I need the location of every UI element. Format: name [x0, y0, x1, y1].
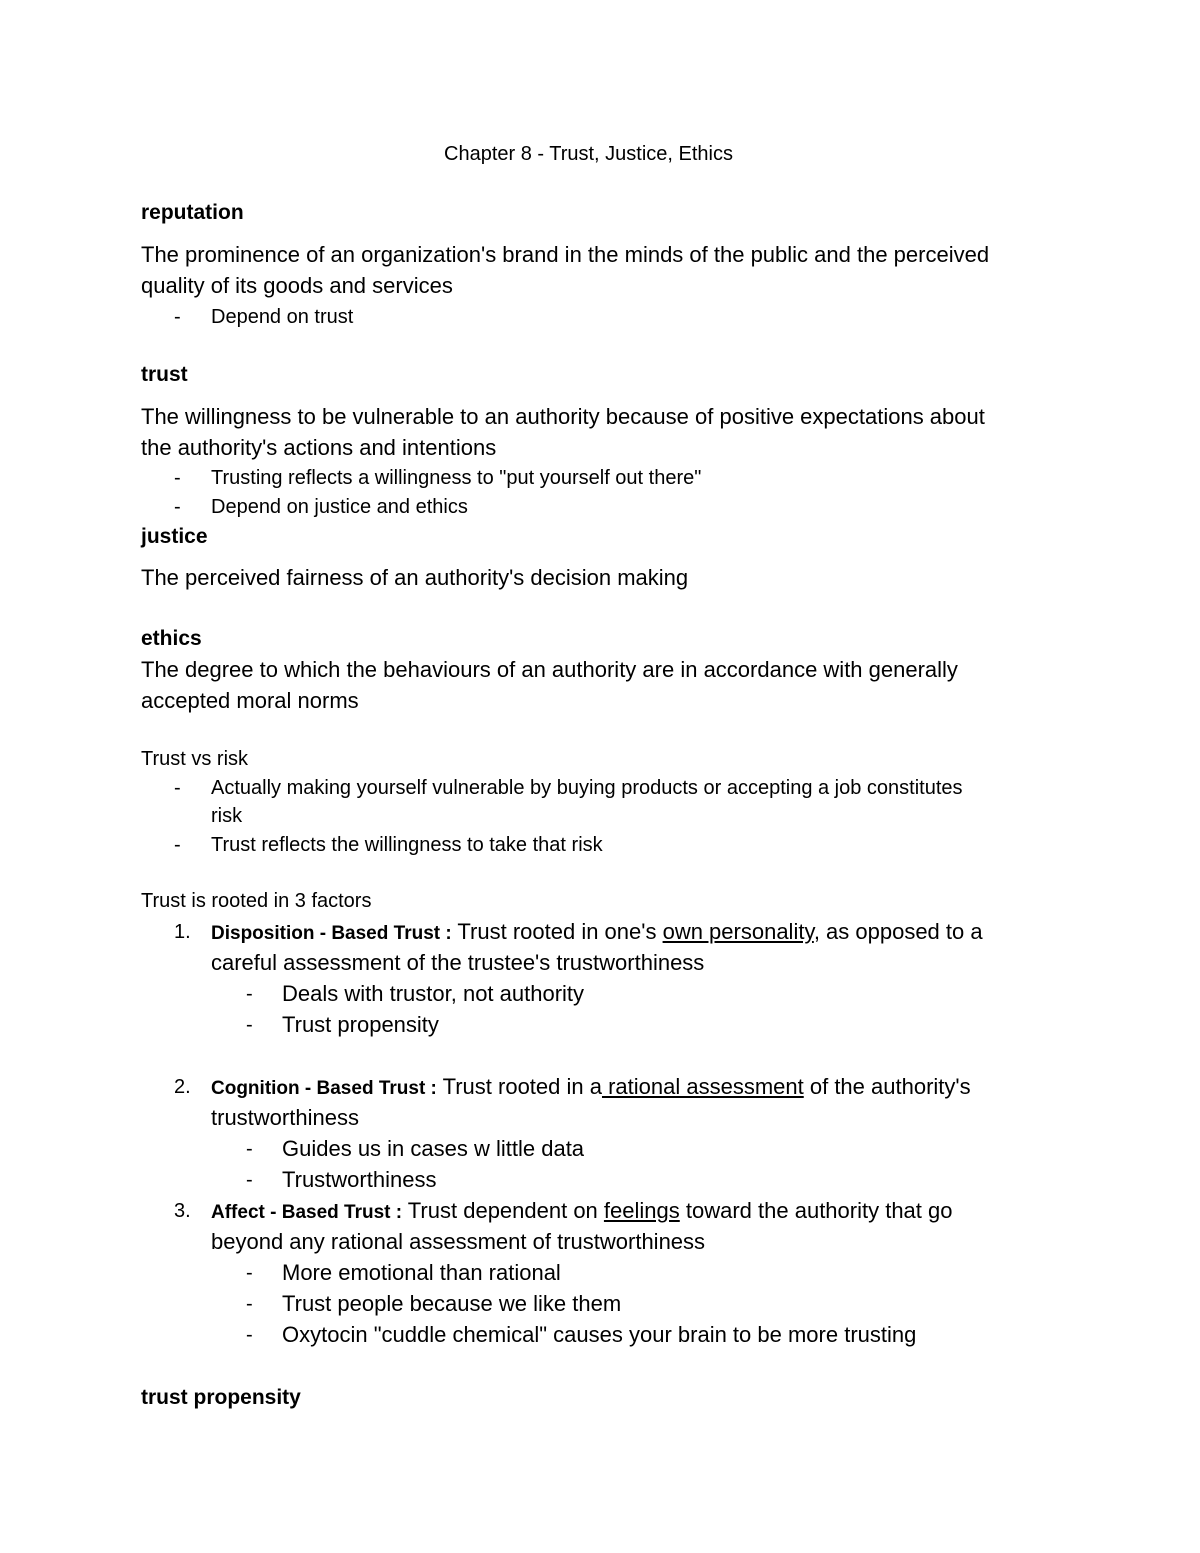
- bullet-dash: -: [246, 1262, 253, 1284]
- heading-trust-propensity: trust propensity: [141, 1386, 301, 1409]
- factor-2-underlined: rational assessment: [601, 1074, 804, 1099]
- bullet-dash: -: [246, 1324, 253, 1346]
- factor-2-term: Cognition - Based Trust :: [211, 1078, 437, 1099]
- factor-3-bullet-3: Oxytocin "cuddle chemical" causes your brain to be more trusting: [282, 1322, 917, 1347]
- factor-1-text-end: , as opposed to a: [813, 919, 983, 944]
- factor-1-underlined: own personality: [662, 919, 814, 944]
- ethics-definition-line-1: The degree to which the behaviours of an authority are in accordance with generally: [141, 657, 958, 682]
- factor-1-text: Trust rooted in one's: [451, 919, 663, 944]
- trust-bullet-1: Trusting reflects a willingness to "put yourself out there": [211, 467, 702, 489]
- reputation-bullet: Depend on trust: [211, 306, 354, 328]
- trust-vs-risk-bullet-1-line-1: Actually making yourself vulnerable by buying products or accepting a job constitutes: [211, 777, 963, 799]
- list-number: 1.: [174, 921, 191, 943]
- bullet-dash: -: [174, 777, 181, 799]
- factor-3-text-end: toward the authority that go: [679, 1198, 953, 1223]
- factor-2-bullet-1: Guides us in cases w little data: [282, 1136, 585, 1161]
- page-title: Chapter 8 - Trust, Justice, Ethics: [444, 143, 733, 165]
- reputation-definition-line-1: The prominence of an organization's brand in the minds of the public and the perceived: [141, 242, 990, 267]
- factor-3-text: Trust dependent on: [402, 1198, 604, 1223]
- factors-label: Trust is rooted in 3 factors: [141, 890, 372, 912]
- list-number: 2.: [174, 1076, 191, 1098]
- factor-1-bullet-1: Deals with trustor, not authority: [282, 981, 585, 1006]
- trust-definition-line-1: The willingness to be vulnerable to an authority because of positive expectations about: [141, 404, 985, 429]
- trust-definition-line-2: the authority's actions and intentions: [141, 435, 497, 460]
- bullet-dash: -: [246, 1138, 253, 1160]
- reputation-definition-line-2: quality of its goods and services: [141, 273, 453, 298]
- bullet-dash: -: [246, 983, 253, 1005]
- factor-3-term: Affect - Based Trust :: [211, 1202, 403, 1223]
- heading-justice: justice: [141, 525, 208, 548]
- bullet-dash: -: [246, 1014, 253, 1036]
- trust-bullet-2: Depend on justice and ethics: [211, 496, 468, 518]
- trust-vs-risk-label: Trust vs risk: [141, 748, 249, 770]
- factor-2-text: Trust rooted in a: [436, 1074, 602, 1099]
- factor-1-term: Disposition - Based Trust :: [211, 923, 452, 944]
- bullet-dash: -: [174, 834, 181, 856]
- trust-vs-risk-bullet-1-line-2: risk: [211, 805, 243, 827]
- ethics-definition-line-2: accepted moral norms: [141, 688, 359, 713]
- factor-2-text-end: of the authority's: [803, 1074, 971, 1099]
- factor-3-bullet-2: Trust people because we like them: [282, 1291, 622, 1316]
- bullet-dash: -: [174, 496, 181, 518]
- bullet-dash: -: [174, 467, 181, 489]
- factor-1-bullet-2: Trust propensity: [282, 1012, 439, 1037]
- factor-3-line-1: [211, 1200, 953, 1222]
- factor-3-bullet-1: More emotional than rational: [282, 1260, 561, 1285]
- bullet-dash: -: [246, 1293, 253, 1315]
- heading-trust: trust: [141, 363, 188, 386]
- factor-3-line-2: beyond any rational assessment of trustworthiness: [211, 1229, 706, 1254]
- factor-2-line-2: trustworthiness: [211, 1105, 359, 1130]
- list-number: 3.: [174, 1200, 191, 1222]
- factor-2-line-1: [211, 1076, 971, 1098]
- justice-definition: The perceived fairness of an authority's decision making: [141, 565, 689, 590]
- factor-2-bullet-2: Trustworthiness: [282, 1167, 437, 1192]
- factor-1-line-2: careful assessment of the trustee's trustworthiness: [211, 950, 705, 975]
- heading-ethics: ethics: [141, 627, 202, 650]
- factor-3-underlined: feelings: [603, 1198, 680, 1223]
- trust-vs-risk-bullet-2: Trust reflects the willingness to take that risk: [211, 834, 603, 856]
- bullet-dash: -: [246, 1169, 253, 1191]
- heading-reputation: reputation: [141, 201, 244, 224]
- bullet-dash: -: [174, 306, 181, 328]
- factor-1-line-1: [211, 921, 983, 943]
